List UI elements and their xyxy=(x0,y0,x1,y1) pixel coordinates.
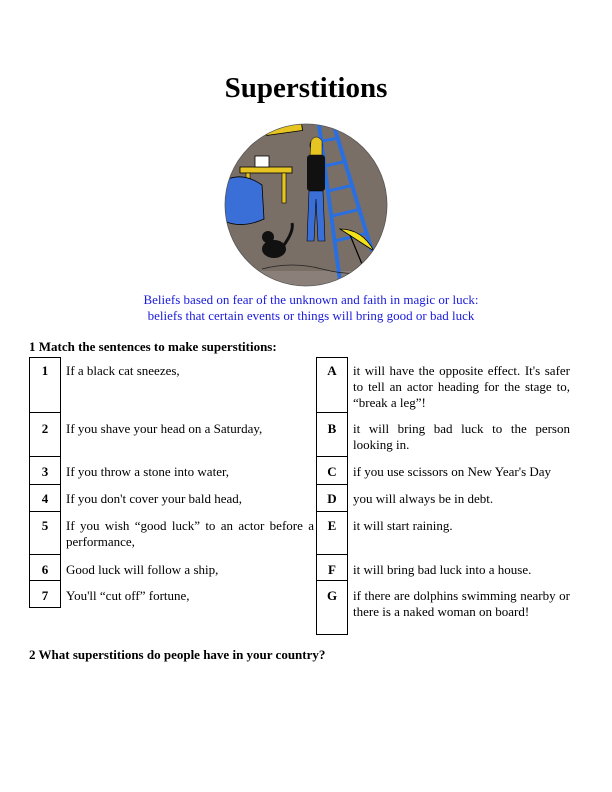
left-item-number: 6 xyxy=(41,562,49,577)
left-item-number: 2 xyxy=(41,421,49,436)
left-table-border xyxy=(29,580,61,581)
superstitions-illustration xyxy=(222,111,390,289)
right-table-border xyxy=(316,634,348,635)
right-table-border xyxy=(316,511,348,512)
right-table-border xyxy=(316,357,317,635)
left-item-text: If you wish “good luck” to an actor before a performance, xyxy=(66,518,314,549)
right-table-border xyxy=(316,554,348,555)
left-item-number: 7 xyxy=(41,588,49,603)
right-item-text: it will bring bad luck into a house. xyxy=(353,562,532,577)
right-table-border xyxy=(316,484,348,485)
left-item-text: You'll “cut off” fortune, xyxy=(66,588,190,603)
left-table-border xyxy=(29,511,61,512)
left-table-border xyxy=(29,554,61,555)
right-item-letter: A xyxy=(327,363,337,378)
subtitle-line-1: Beliefs based on fear of the unknown and faith in magic or luck: xyxy=(143,292,479,307)
right-item-text: if you use scissors on New Year's Day xyxy=(353,464,552,479)
right-item-text: it will start raining. xyxy=(353,518,453,533)
section-2-heading: 2 What superstitions do people have in your country? xyxy=(29,647,326,662)
left-item-number: 1 xyxy=(41,363,49,378)
right-table-border xyxy=(316,580,348,581)
left-table-border xyxy=(29,357,61,358)
left-item-text: If you throw a stone into water, xyxy=(66,464,230,479)
left-table-border xyxy=(29,456,61,457)
section-1-heading: 1 Match the sentences to make superstitions: xyxy=(29,339,277,354)
right-table-border xyxy=(347,357,348,635)
left-item-text: Good luck will follow a ship, xyxy=(66,562,219,577)
right-item-text: if there are dolphins swimming nearby or there is a naked woman on board! xyxy=(353,588,570,619)
left-item-text: If a black cat sneezes, xyxy=(66,363,180,378)
right-item-text: it will have the opposite effect. It's safer to tell an actor heading for the stage to, “break a leg”! xyxy=(353,363,570,410)
right-item-letter: E xyxy=(327,518,337,533)
left-item-text: If you don't cover your bald head, xyxy=(66,491,242,506)
left-table-border xyxy=(29,357,30,608)
right-item-letter: C xyxy=(327,464,337,479)
page-title: Superstitions xyxy=(224,72,388,104)
right-table-border xyxy=(316,357,348,358)
left-item-number: 3 xyxy=(41,464,49,479)
left-table-border xyxy=(29,484,61,485)
right-item-letter: D xyxy=(327,491,337,506)
right-item-text: it will bring bad luck to the person looking in. xyxy=(353,421,570,452)
right-item-text: you will always be in debt. xyxy=(353,491,494,506)
left-item-number: 4 xyxy=(41,491,49,506)
right-item-letter: B xyxy=(327,421,337,436)
left-item-number: 5 xyxy=(41,518,49,533)
subtitle-line-2: beliefs that certain events or things will bring good or bad luck xyxy=(147,308,475,323)
left-table-border xyxy=(60,357,61,608)
left-table-border xyxy=(29,607,61,608)
right-table-border xyxy=(316,412,348,413)
left-table-border xyxy=(29,412,61,413)
right-table-border xyxy=(316,456,348,457)
left-item-text: If you shave your head on a Saturday, xyxy=(66,421,263,436)
right-item-letter: F xyxy=(328,562,336,577)
right-item-letter: G xyxy=(326,588,338,603)
subtitle xyxy=(0,292,612,324)
